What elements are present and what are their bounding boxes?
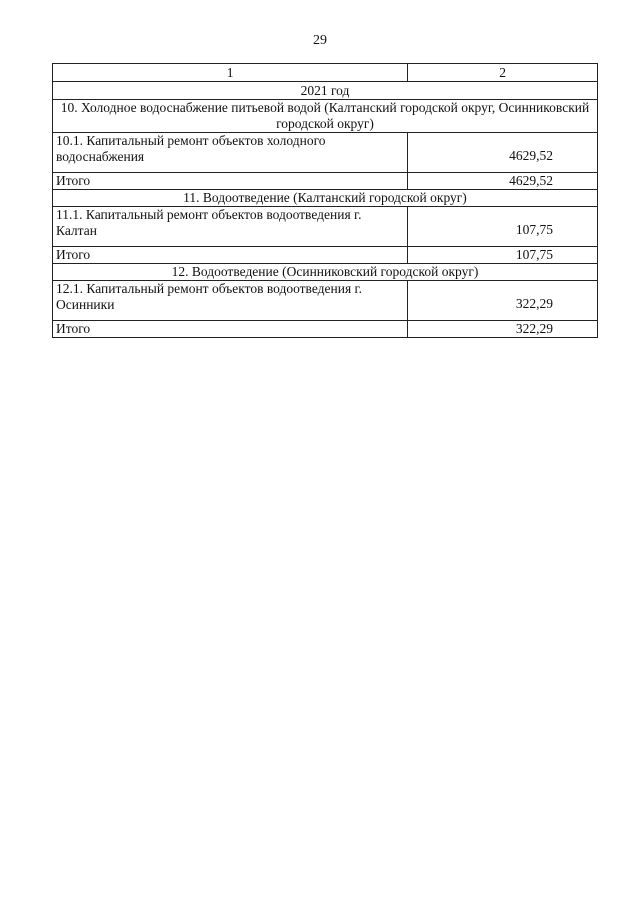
year-label: 2021 год: [53, 82, 598, 100]
item-label: 10.1. Капитальный ремонт объектов холодного водоснабжения: [53, 133, 408, 173]
section-title-row: [53, 264, 598, 281]
budget-table: [52, 63, 598, 338]
item-value: 4629,52: [408, 133, 598, 173]
total-row: [53, 247, 598, 264]
total-label: Итого: [53, 173, 408, 190]
total-row: [53, 173, 598, 190]
table-row: [53, 207, 598, 247]
total-label: Итого: [53, 247, 408, 264]
total-row: [53, 321, 598, 338]
item-label: 11.1. Капитальный ремонт объектов водоотведения г. Калтан: [53, 207, 408, 247]
column-header-1: 1: [53, 64, 408, 82]
section-title: 10. Холодное водоснабжение питьевой водой (Калтанский городской округ, Осинниковский городской округ): [53, 100, 598, 133]
section-title-row: [53, 100, 598, 133]
section-title-row: [53, 190, 598, 207]
column-header-2: 2: [408, 64, 598, 82]
total-value: 322,29: [408, 321, 598, 338]
section-title: 12. Водоотведение (Осинниковский городской округ): [53, 264, 598, 281]
year-row: [53, 82, 598, 100]
table-row: [53, 281, 598, 321]
item-value: 322,29: [408, 281, 598, 321]
total-value: 4629,52: [408, 173, 598, 190]
table-header-row: [53, 64, 598, 82]
total-value: 107,75: [408, 247, 598, 264]
table-row: [53, 133, 598, 173]
page-number: 29: [313, 33, 327, 48]
total-label: Итого: [53, 321, 408, 338]
item-label: 12.1. Капитальный ремонт объектов водоотведения г. Осинники: [53, 281, 408, 321]
item-value: 107,75: [408, 207, 598, 247]
section-title: 11. Водоотведение (Калтанский городской округ): [53, 190, 598, 207]
